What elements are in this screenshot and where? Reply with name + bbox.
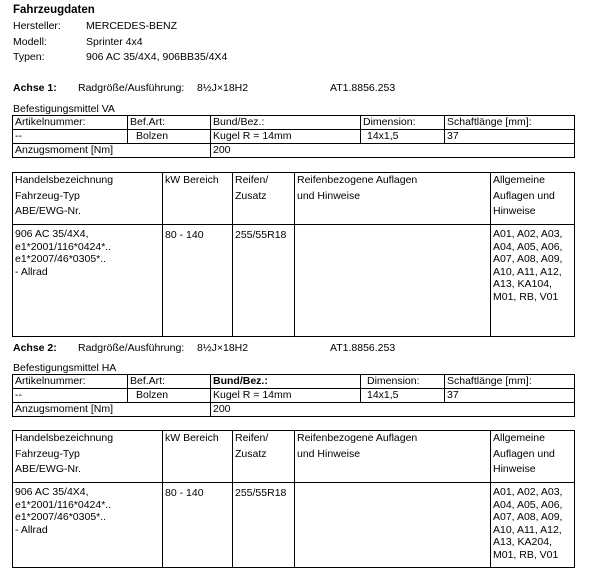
- axle-2-wheel-label: Radgröße/Ausführung:: [78, 342, 185, 354]
- vehicle-title: Fahrzeugdaten: [13, 4, 95, 16]
- header-cell-general: Allgemeine Auflagen und Hinweise: [491, 431, 575, 483]
- axle-2-fastening-table: [12, 374, 575, 417]
- header-cell-name: Handelsbezeichnung Fahrzeug-Typ ABE/EWG-Nr.: [13, 431, 163, 483]
- header-cell: Dimension:: [361, 116, 445, 130]
- cell-general: A01, A02, A03, A04, A05, A06, A07, A08, A09, A10, A11, A12, A13, KA204, M01, RB, V01: [491, 483, 575, 568]
- model-label: Modell:: [13, 36, 47, 48]
- cell-kw: 80 - 140: [163, 483, 233, 568]
- axle-1-label: Achse 1:: [13, 82, 57, 94]
- header-cell: Bund/Bez.:: [211, 116, 361, 130]
- types-value: 906 AC 35/4X4, 906BB35/4X4: [86, 51, 228, 63]
- torque-row: [13, 144, 575, 158]
- axle-1-fastening-table: [12, 115, 575, 158]
- header-cell: Bund/Bez.:: [211, 375, 361, 389]
- header-cell-notes: Reifenbezogene Auflagen und Hinweise: [295, 431, 491, 483]
- table-cell: --: [13, 130, 128, 144]
- axle-2-spec-table: [12, 430, 575, 568]
- header-cell-kw: kW Bereich: [163, 431, 233, 483]
- table-cell: 37: [445, 389, 575, 403]
- table-header-row: [13, 431, 575, 483]
- header-cell: Schaftlänge [mm]:: [445, 375, 575, 389]
- cell-name: 906 AC 35/4X4, e1*2001/116*0424*.. e1*2007/46*0305*.. - Allrad: [13, 483, 163, 568]
- axle-1-wheel-size: 8½J×18H2: [197, 82, 249, 94]
- table-cell: Kugel R = 14mm: [211, 389, 361, 403]
- torque-label: Anzugsmoment [Nm]: [13, 144, 211, 158]
- table-row: [13, 389, 575, 403]
- table-cell: 14x1,5: [361, 130, 445, 144]
- table-cell: Bolzen: [128, 389, 211, 403]
- header-cell-kw: kW Bereich: [163, 173, 233, 225]
- cell-kw: 80 - 140: [163, 225, 233, 337]
- table-cell: Bolzen: [128, 130, 211, 144]
- table-cell: 37: [445, 130, 575, 144]
- manufacturer-value: MERCEDES-BENZ: [86, 20, 178, 32]
- table-header-row: [13, 173, 575, 225]
- cell-name: 906 AC 35/4X4, e1*2001/116*0424*.. e1*2007/46*0305*.. - Allrad: [13, 225, 163, 337]
- header-cell: Artikelnummer:: [13, 116, 128, 130]
- axle-2-heading: [13, 342, 57, 354]
- header-cell-tire: Reifen/ Zusatz: [233, 431, 295, 483]
- axle-1-wheel-label: Radgröße/Ausführung:: [78, 82, 185, 94]
- table-row: [13, 130, 575, 144]
- table-header-row: [13, 375, 575, 389]
- table-cell: 14x1,5: [361, 389, 445, 403]
- table-row: [13, 225, 575, 337]
- axle-2-label: Achse 2:: [13, 342, 57, 354]
- table-cell: --: [13, 389, 128, 403]
- header-cell: Dimension:: [361, 375, 445, 389]
- axle-1-heading: [13, 82, 57, 94]
- cell-notes: [295, 225, 491, 337]
- header-cell: Bef.Art:: [128, 375, 211, 389]
- header-cell: Bef.Art:: [128, 116, 211, 130]
- header-cell-name: Handelsbezeichnung Fahrzeug-Typ ABE/EWG-Nr.: [13, 173, 163, 225]
- torque-label: Anzugsmoment [Nm]: [13, 403, 211, 417]
- cell-notes: [295, 483, 491, 568]
- torque-value: 200: [211, 144, 575, 158]
- axle-2-fastening-title: Befestigungsmittel HA: [13, 362, 117, 374]
- axle-2-article: AT1.8856.253: [330, 342, 396, 354]
- axle-1-article: AT1.8856.253: [330, 82, 396, 94]
- types-label: Typen:: [13, 51, 45, 63]
- cell-tire: 255/55R18: [233, 483, 295, 568]
- axle-1-spec-table: [12, 172, 575, 337]
- manufacturer-label: Hersteller:: [13, 20, 61, 32]
- cell-general: A01, A02, A03, A04, A05, A06, A07, A08, A09, A10, A11, A12, A13, KA104, M01, RB, V01: [491, 225, 575, 337]
- torque-value: 200: [211, 403, 575, 417]
- header-cell-notes: Reifenbezogene Auflagen und Hinweise: [295, 173, 491, 225]
- torque-row: [13, 403, 575, 417]
- axle-1-fastening-title: Befestigungsmittel VA: [13, 103, 115, 115]
- header-cell: Artikelnummer:: [13, 375, 128, 389]
- model-value: Sprinter 4x4: [86, 36, 143, 48]
- axle-2-wheel-size: 8½J×18H2: [197, 342, 249, 354]
- table-row: [13, 483, 575, 568]
- cell-tire: 255/55R18: [233, 225, 295, 337]
- header-cell-tire: Reifen/ Zusatz: [233, 173, 295, 225]
- table-header-row: [13, 116, 575, 130]
- table-cell: Kugel R = 14mm: [211, 130, 361, 144]
- header-cell: Schaftlänge [mm]:: [445, 116, 575, 130]
- header-cell-general: Allgemeine Auflagen und Hinweise: [491, 173, 575, 225]
